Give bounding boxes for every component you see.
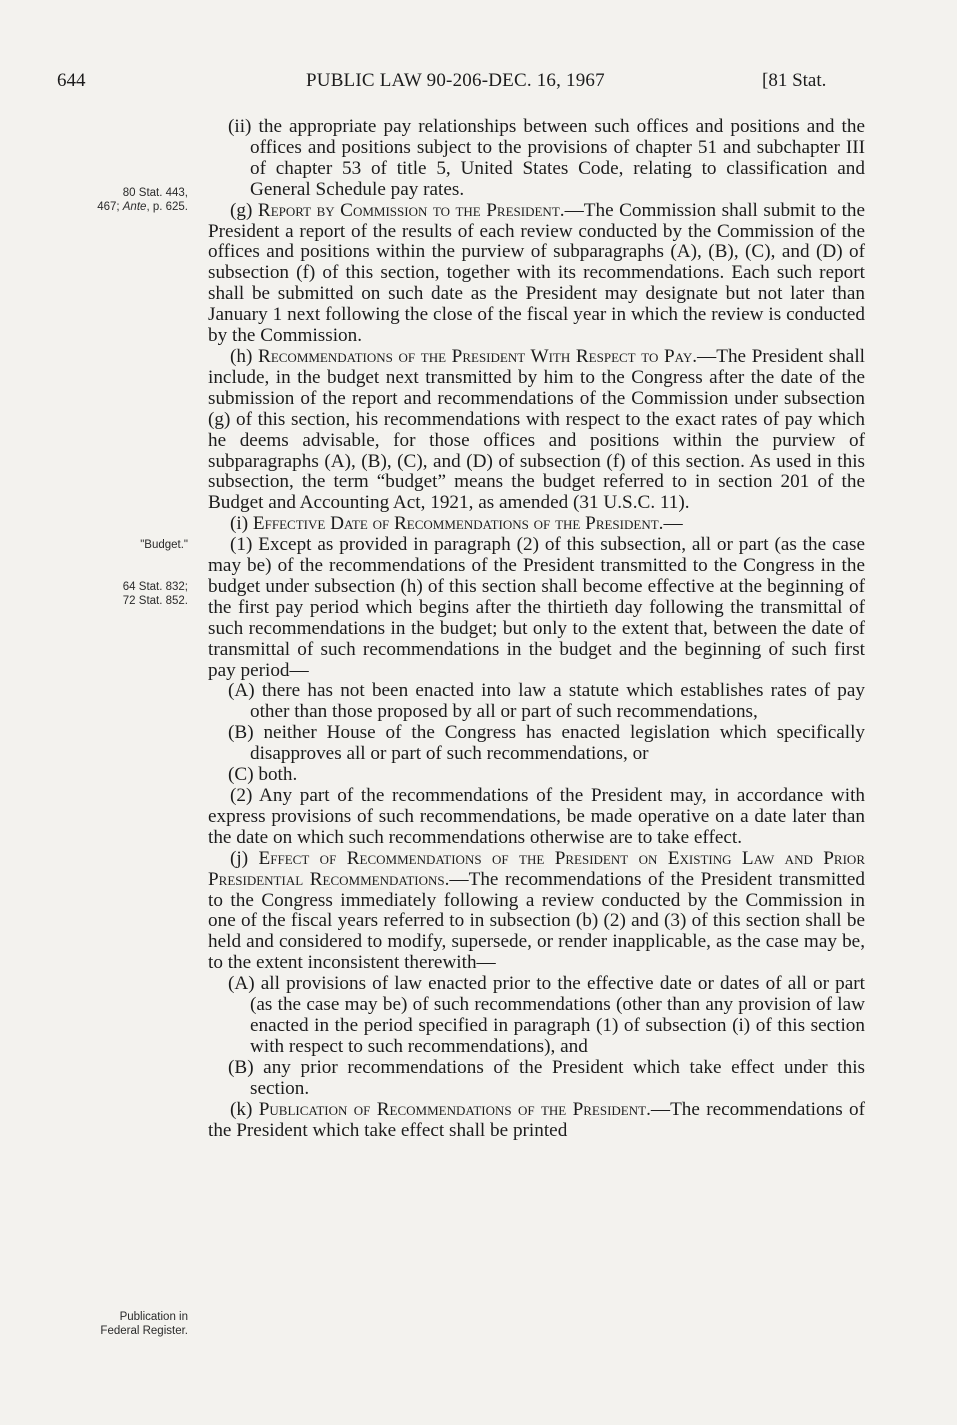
margin-note-text: 467; <box>97 201 123 213</box>
page-number: 644 <box>57 70 86 91</box>
subsection-g <box>208 201 865 347</box>
margin-note-line: Federal Register. <box>100 1325 188 1337</box>
margin-notes <box>0 0 200 1425</box>
margin-note-ante: Ante <box>122 201 147 213</box>
paragraph-ii: (ii) the appropriate pay relationships between such offices and positions and the offices and positions subject to the provisions of chapter 51 and subchapter III of chapter 53 of title 5, United States Code, relating to classification and General Schedule pay rates. <box>228 116 865 200</box>
margin-note-line: Publication in <box>119 1311 188 1323</box>
margin-note-stat-443 <box>38 186 188 214</box>
paragraph-i-1: (1) Except as provided in paragraph (2) of this subsection, all or part (as the case may be) of the recommendations of the President transmitted to the Congress in the budget under subsection (h) of this section shall become effective at the beginning of the first pay period which begins after the thirtieth day following the transmittal of such recommendations in the budget; but only to the extent that, between the date of transmittal of such recommendations in the budget and the beginning of such first pay period— <box>208 534 865 681</box>
subsection-label: (k) <box>230 1098 259 1120</box>
subsection-text: —The recommendations of the President which take effect shall be printed <box>208 1098 866 1141</box>
subsection-label: (h) <box>230 345 259 367</box>
subsection-h <box>208 347 865 514</box>
subsection-label: (i) <box>230 513 253 535</box>
margin-note-budget <box>38 538 188 552</box>
margin-note-line: 64 Stat. 832; <box>122 581 188 593</box>
margin-note-line: "Budget." <box>140 539 188 551</box>
margin-note-text: , p. 625. <box>146 201 188 213</box>
subsection-label: (j) <box>230 847 259 869</box>
subsection-text: —The Commission shall submit to the President a report of the results of each review conducted by the Commission of the offices and positions within the purview of subparagraphs (A), (B), (C), and (D) of subsection (f) of this section, together with its recommendations. Each such report shall be submitted on such date as the President may designate but not later than January 1 next following the close of the fiscal year in which the review is conducted by the Commission. <box>208 199 866 347</box>
subsection-heading: Report by Commission to the President. <box>257 199 565 221</box>
subparagraph-j-B: (B) any prior recommendations of the President which take effect under this section. <box>228 1056 865 1099</box>
margin-note-line: 72 Stat. 852. <box>122 595 188 607</box>
subsection-text: —The recommendations of the President transmitted to the Congress immediately following a review conducted by the Commission in one of the fiscal years referred to in subsection (b) (2) and (3) of this section shall be held and considered to modify, supersede, or render inapplicable, as the case may be, to the extent inconsistent therewith— <box>208 868 865 974</box>
subsection-heading: Recommendations of the President With Respect to Pay. <box>258 345 698 367</box>
margin-note-publication <box>38 1310 188 1338</box>
subsection-j <box>208 849 865 974</box>
subparagraph-i-B: (B) neither House of the Congress has enacted legislation which specifically disapproves all or part of such recommendations, or <box>228 722 865 765</box>
margin-note-line: 80 Stat. 443, <box>122 187 188 199</box>
subsection-heading: Effective Date of Recommendations of the President. <box>252 513 664 535</box>
margin-note-line <box>38 200 188 214</box>
subparagraph-i-A: (A) there has not been enacted into law a statute which establishes rates of pay other than those proposed by all or part of such recommendations, <box>228 680 865 723</box>
subsection-heading: Effect of Recommendations of the President on Existing Law and Prior Presidential Recommendations. <box>208 847 865 890</box>
margin-note-stat-832 <box>38 580 188 608</box>
subsection-dash: — <box>663 513 683 535</box>
paragraph-i-2: (2) Any part of the recommendations of the President may, in accordance with express provisions of such recommendations, be made operative on a date later than the date on which such recommendations otherwise are to take effect. <box>208 785 865 848</box>
running-head: PUBLIC LAW 90-206-DEC. 16, 1967 <box>306 70 605 91</box>
subsection-k <box>208 1100 865 1142</box>
statute-reference: [81 Stat. <box>762 70 827 91</box>
subsection-text: —The President shall include, in the budget next transmitted by him to the Congress after the date of the submission of the report and recommendations of the Commission under subsection (g) of this section, his recommendations with respect to the exact rates of pay which he deems advisable, for those offices and positions within the purview of subparagraphs (A), (B), (C), and (D) of subsection (f) of this section. As used in this subsection, the term “budget” means the budget referred to in section 201 of the Budget and Accounting Act, 1921, as amended (31 U.S.C. 11). <box>208 345 865 514</box>
body-text <box>208 117 865 1141</box>
subparagraph-i-C: (C) both. <box>228 764 298 786</box>
subsection-i <box>208 514 865 535</box>
subsection-label: (g) <box>230 199 258 221</box>
subparagraph-j-A: (A) all provisions of law enacted prior to the effective date or dates of all or part (as the case may be) of such recommendations (other than any provision of law enacted in the period specified in paragraph (1) of subsection (i) of this section with respect to such recommendations), and <box>228 973 865 1057</box>
subsection-heading: Publication of Recommendations of the President. <box>258 1098 651 1120</box>
